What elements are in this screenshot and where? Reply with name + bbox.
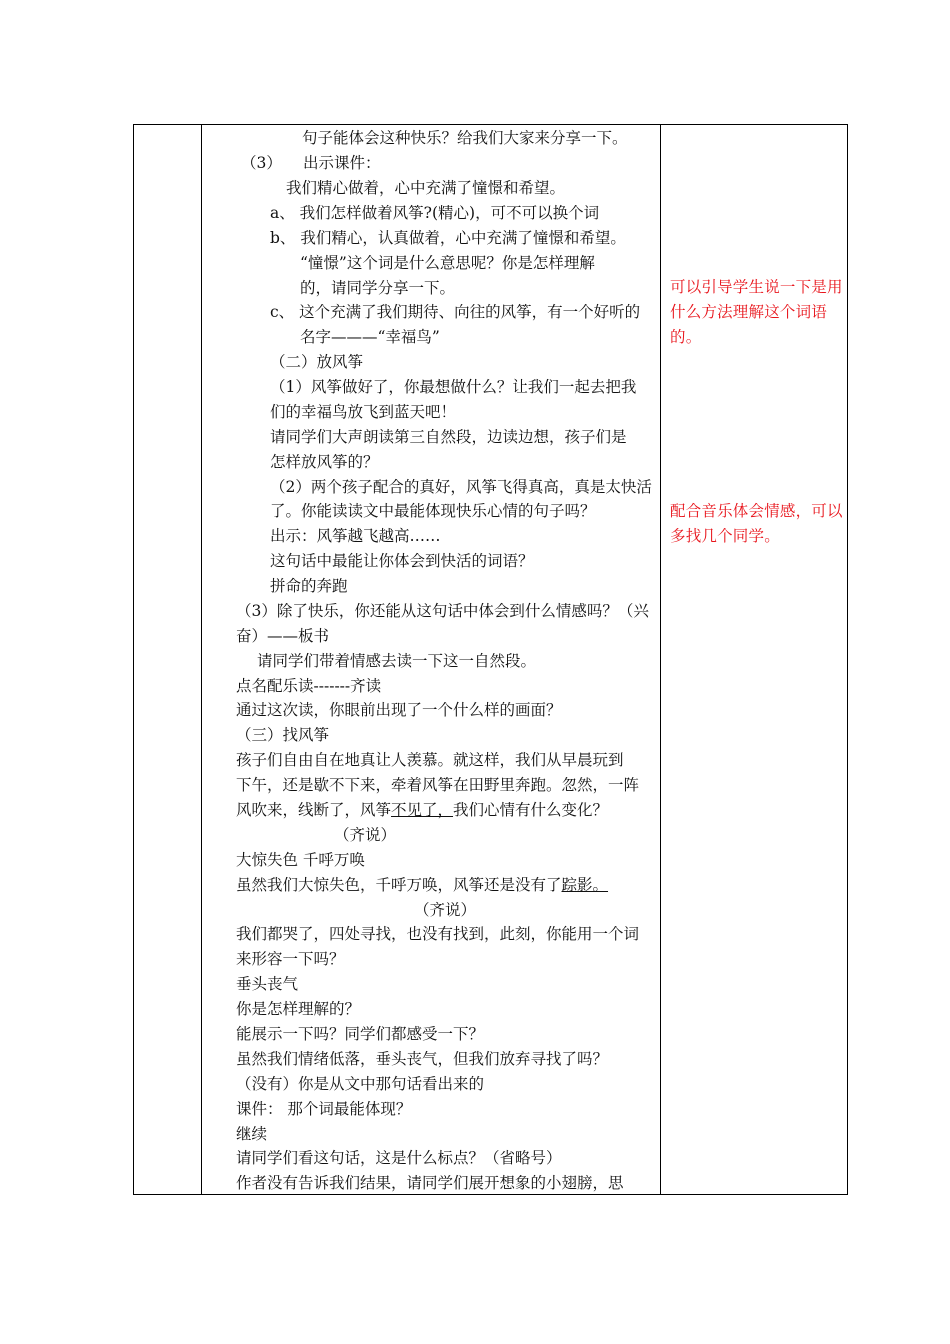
teaching-note: 可以引导学生说一下是用什么方法理解这个词语的。 <box>670 278 843 346</box>
text-line: （齐说） <box>414 901 477 919</box>
text-line: 我们精心做着，心中充满了憧憬和希望。 <box>286 179 566 197</box>
text-line: 我们都哭了，四处寻找，也没有找到，此刻，你能用一个词 <box>236 925 640 943</box>
text-line: （3） <box>241 154 282 172</box>
text-line: 请同学们带着情感去读一下这一自然段。 <box>257 652 537 670</box>
text-line: 你是怎样理解的？ <box>236 1000 361 1018</box>
text-line: 奋）——板书 <box>236 627 330 645</box>
text-line: 这句话中最能让你体会到快活的词语？ <box>270 552 534 570</box>
text-line: 虽然我们大惊失色，千呼万唤，风筝还是没有了踪影。 <box>236 876 609 894</box>
text-line: b、 我们精心，认真做着，心中充满了憧憬和希望。 <box>270 229 626 247</box>
column-divider-1 <box>201 125 202 1194</box>
text-line: 继续 <box>236 1125 268 1143</box>
text-line: （3）除了快乐，你还能从这句话中体会到什么情感吗？（兴 <box>236 602 649 620</box>
text-line: 拼命的奔跑 <box>270 577 348 595</box>
text-line: a、 我们怎样做着风筝?(精心)，可不可以换个词 <box>270 204 600 222</box>
text-line: 来形容一下吗？ <box>236 950 345 968</box>
text-line: 句子能体会这种快乐？给我们大家来分享一下。 <box>302 129 628 147</box>
column-divider-2 <box>660 125 661 1194</box>
section-heading: （三）找风筝 <box>236 726 330 744</box>
text-line: 垂头丧气 <box>236 975 299 993</box>
text-line: （2）两个孩子配合的真好，风筝飞得真高，真是太快活 <box>270 478 652 496</box>
text-line: 能展示一下吗？同学们都感受一下？ <box>236 1025 485 1043</box>
text-line: 虽然我们情绪低落，垂头丧气，但我们放弃寻找了吗？ <box>236 1050 609 1068</box>
text-line: c、 这个充满了我们期待、向往的风筝，有一个好听的 <box>270 303 641 321</box>
text-line: （没有）你是从文中那句话看出来的 <box>236 1075 485 1093</box>
text-line: 通过这次读，你眼前出现了一个什么样的画面？ <box>236 701 562 719</box>
text-line: “憧憬”这个词是什么意思呢？你是怎样理解 <box>300 254 595 272</box>
text-line: 请同学们大声朗读第三自然段，边读边想，孩子们是 <box>270 428 627 446</box>
text-line: 点名配乐读-------齐读 <box>236 677 382 695</box>
text-line: 孩子们自由自在地真让人羡慕。就这样，我们从早晨玩到 <box>236 751 624 769</box>
section-heading: （二）放风筝 <box>270 353 364 371</box>
text-line: （齐说） <box>334 826 397 844</box>
text-line: 名字———“幸福鸟” <box>300 328 440 346</box>
text-line: 课件： 那个词最能体现？ <box>236 1100 412 1118</box>
text-line: 出示课件： <box>303 154 381 172</box>
text-line: 请同学们看这句话，这是什么标点？（省略号） <box>236 1149 562 1167</box>
text-line: 大惊失色 千呼万唤 <box>236 851 365 869</box>
text-line: 了。你能读读文中最能体现快乐心情的句子吗？ <box>270 502 596 520</box>
text-line: （1）风筝做好了，你最想做什么？让我们一起去把我 <box>270 378 637 396</box>
underlined-text: 不见了， <box>391 801 454 819</box>
teaching-note: 配合音乐体会情感，可以多找几个同学。 <box>670 502 843 545</box>
text-line: 们的幸福鸟放飞到蓝天吧！ <box>270 403 457 421</box>
text-line: 怎样放风筝的？ <box>270 453 379 471</box>
text-line: 风吹来，线断了，风筝不见了，我们心情有什么变化？ <box>236 801 609 819</box>
text-line: 作者没有告诉我们结果，请同学们展开想象的小翅膀，思 <box>236 1174 624 1192</box>
text-line: 出示：风筝越飞越高…… <box>270 527 441 545</box>
text-line: 下午，还是歇不下来，牵着风筝在田野里奔跑。忽然，一阵 <box>236 776 640 794</box>
text-line: 的，请同学分享一下。 <box>300 279 456 297</box>
underlined-text: 踪影。 <box>561 876 609 894</box>
